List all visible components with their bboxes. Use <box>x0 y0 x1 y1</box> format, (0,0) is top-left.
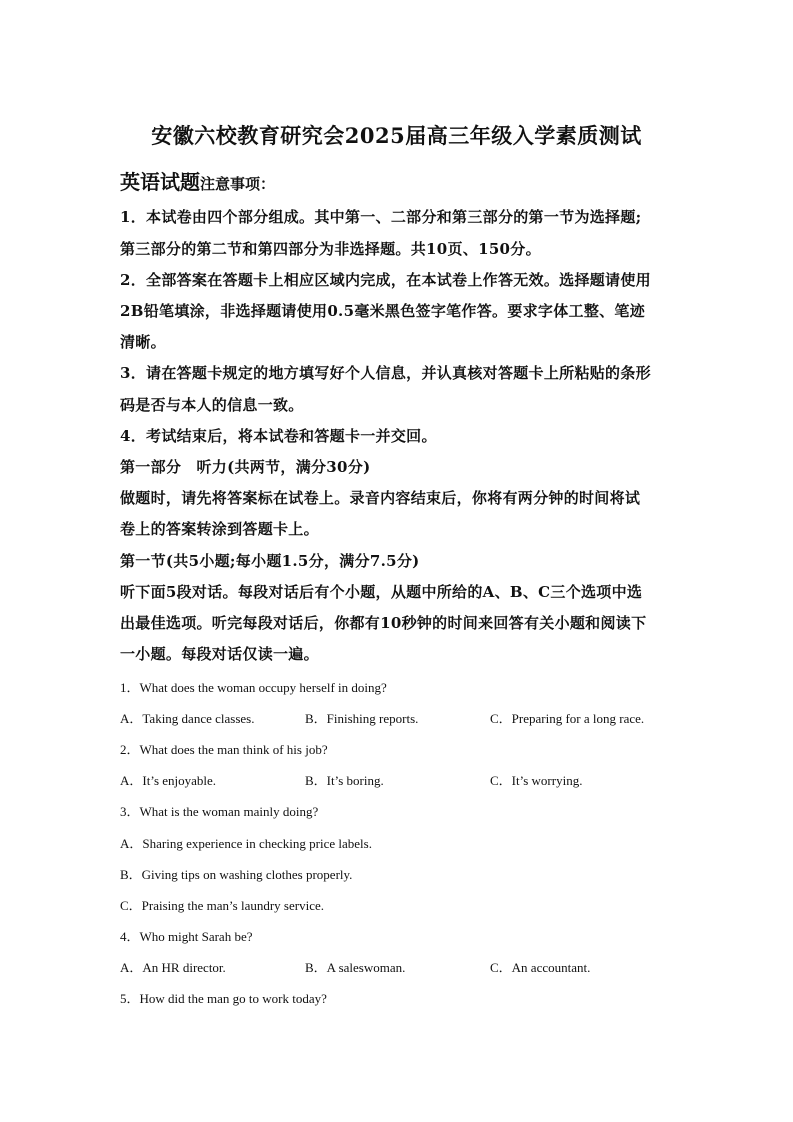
exam-title: 安徽六校教育研究会2025届高三年级入学素质测试 <box>151 123 642 148</box>
option-c: C．It’s worrying. <box>490 773 583 788</box>
option-a: A．An HR director. <box>120 960 226 975</box>
notice-line: 2B铅笔填涂，非选择题请使用0.5毫米黑色签字笔作答。要求字体工整、笔迹 <box>120 302 646 320</box>
question-stem: 5．How did the man go to work today? <box>120 991 327 1006</box>
notice-line: 码是否与本人的信息一致。 <box>120 396 304 414</box>
question-stem: 3．What is the woman mainly doing? <box>120 804 319 819</box>
section1-heading: 第一节(共5小题;每小题1.5分，满分7.5分) <box>120 552 420 570</box>
notice-line: 3．请在答题卡规定的地方填写好个人信息，并认真核对答题卡上所粘贴的条形 <box>120 364 651 382</box>
section1-instruction-line: 一小题。每段对话仅读一遍。 <box>120 645 319 663</box>
section1-instruction-line: 听下面5段对话。每段对话后有个小题，从题中所给的A、B、C三个选项中选 <box>120 583 643 601</box>
part1-instruction-line: 做题时，请先将答案标在试卷上。录音内容结束后，你将有两分钟的时间将试 <box>120 489 641 507</box>
option-b: B．Giving tips on washing clothes properly. <box>120 867 353 882</box>
notice-line: 2．全部答案在答题卡上相应区域内完成，在本试卷上作答无效。选择题请使用 <box>120 271 651 289</box>
subject-line <box>120 166 275 195</box>
notice-line: 1．本试卷由四个部分组成。其中第一、二部分和第三部分的第一节为选择题; <box>120 208 642 226</box>
notice-line: 4．考试结束后，将本试卷和答题卡一并交回。 <box>120 427 437 445</box>
option-c: C．Praising the man’s laundry service. <box>120 898 324 913</box>
option-a: A．Sharing experience in checking price labels. <box>120 836 372 851</box>
option-c: C．Preparing for a long race. <box>490 711 645 726</box>
question-stem: 2．What does the man think of his job? <box>120 742 328 757</box>
notice-line: 第三部分的第二节和第四部分为非选择题。共10页、150分。 <box>120 240 541 258</box>
part1-instruction-line: 卷上的答案转涂到答题卡上。 <box>120 520 319 538</box>
section1-instruction-line: 出最佳选项。听完每段对话后，你都有10秒钟的时间来回答有关小题和阅读下 <box>120 614 647 632</box>
notice-label: 注意事项： <box>200 175 276 193</box>
option-c: C．An accountant. <box>490 960 591 975</box>
option-b: B．A saleswoman. <box>305 960 406 975</box>
option-b: B．Finishing reports. <box>305 711 419 726</box>
option-b: B．It’s boring. <box>305 773 384 788</box>
part1-heading: 第一部分 听力(共两节，满分30分) <box>120 458 371 476</box>
subject-title: 英语试题 <box>120 170 200 194</box>
question-stem: 4．Who might Sarah be? <box>120 929 253 944</box>
notice-line: 清晰。 <box>120 333 166 351</box>
option-a: A．It’s enjoyable. <box>120 773 217 788</box>
option-a: A．Taking dance classes. <box>120 711 255 726</box>
question-stem: 1．What does the woman occupy herself in doing? <box>120 680 387 695</box>
